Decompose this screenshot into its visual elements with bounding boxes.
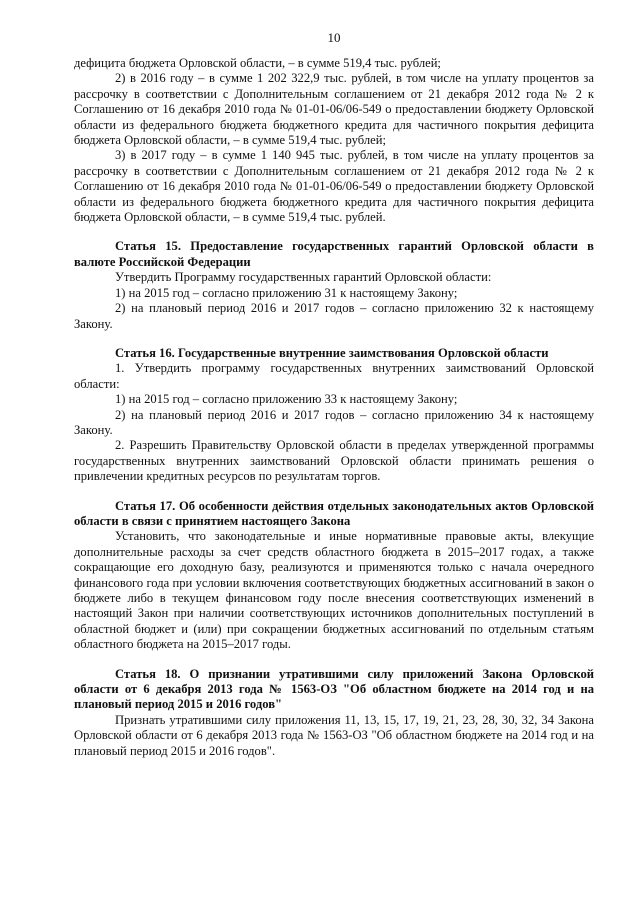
paragraph-item-2016: 2) в 2016 году – в сумме 1 202 322,9 тыс. рублей, в том числе на уплату процентов за рассрочку в соответствии с Дополнительным соглашением от 21 декабря 2012 года № 2 к Соглашению от 16 декабря 2010 года № 01-01-06/06-549 о предоставлении бюджету Орловской области из федерального бюджета бюджетного кредита для частичного покрытия дефицита бюджета Орловской области, – в сумме 519,4 тыс. рублей;	[74, 71, 594, 148]
article-16-title: Статья 16. Государственные внутренние заимствования Орловской области	[115, 345, 549, 360]
article-17-text: Установить, что законодательные и иные нормативные правовые акты, влекущие дополнительные расходы за счет средств областного бюджета в 2015–2017 годах, а также сокращающие его доходную базу, реализуются и применяются только с начала очередного финансового года при условии включения соответствующих бюджетных ассигнований в закон о бюджете либо в текущем финансовом году после внесения соответствующих изменений в настоящий Закон при наличии соответствующих источников дополнительных поступлений в областной бюджет и (или) при сокращении бюджетных ассигнований по отдельным статьям областного бюджета на 2015–2017 годы.	[74, 529, 594, 652]
article-15-text: Утвердить Программу государственных гарантий Орловской области:	[115, 270, 492, 285]
article-15-item-2: 2) на плановый период 2016 и 2017 годов – согласно приложению 32 к настоящему Закону.	[74, 301, 594, 331]
article-16-item-2: 2) на плановый период 2016 и 2017 годов – согласно приложению 34 к настоящему Закону.	[74, 407, 594, 437]
page-number: 10	[327, 30, 341, 45]
article-18-text: Признать утратившими силу приложения 11, 13, 15, 17, 19, 21, 23, 28, 30, 32, 34 Закона Орловской области от 6 декабря 2013 года № 1563-ОЗ "Об областном бюджете на 2014 год и на плановый период 2015 и 2016 годов".	[74, 712, 594, 758]
paragraph-item-2017: 3) в 2017 году – в сумме 1 140 945 тыс. рублей, в том числе на уплату процентов за рассрочку в соответствии с Дополнительным соглашением от 21 декабря 2012 года № 2 к Соглашению от 16 декабря 2010 года № 01-01-06/06-549 о предоставлении бюджету Орловской области из федерального бюджета бюджетного кредита для частичного покрытия дефицита бюджета Орловской области, – в сумме 519,4 тыс. рублей.	[74, 148, 594, 225]
article-15-title: Статья 15. Предоставление государственных гарантий Орловской области в валюте Российской Федерации	[74, 239, 594, 269]
article-16-point-1: 1. Утвердить программу государственных внутренних заимствований Орловской области:	[74, 361, 594, 391]
article-17-title: Статья 17. Об особенности действия отдельных законодательных актов Орловской области в связи с принятием настоящего Закона	[74, 498, 594, 528]
article-18-title: Статья 18. О признании утратившими силу приложений Закона Орловской области от 6 декабря 2013 года № 1563-ОЗ "Об областном бюджете на 2014 год и на плановый период 2015 и 2016 годов"	[74, 666, 594, 712]
paragraph-continuation: дефицита бюджета Орловской области, – в сумме 519,4 тыс. рублей;	[74, 56, 441, 70]
article-15-item-1: 1) на 2015 год – согласно приложению 31 к настоящему Закону;	[115, 285, 458, 300]
article-16-point-2: 2. Разрешить Правительству Орловской области в пределах утвержденной программы государственных внутренних заимствований Орловской области принимать решения о привлечении кредитных ресурсов по результатам торгов.	[74, 438, 594, 484]
article-16-item-1: 1) на 2015 год – согласно приложению 33 к настоящему Закону;	[115, 392, 458, 407]
document-page	[74, 30, 594, 759]
